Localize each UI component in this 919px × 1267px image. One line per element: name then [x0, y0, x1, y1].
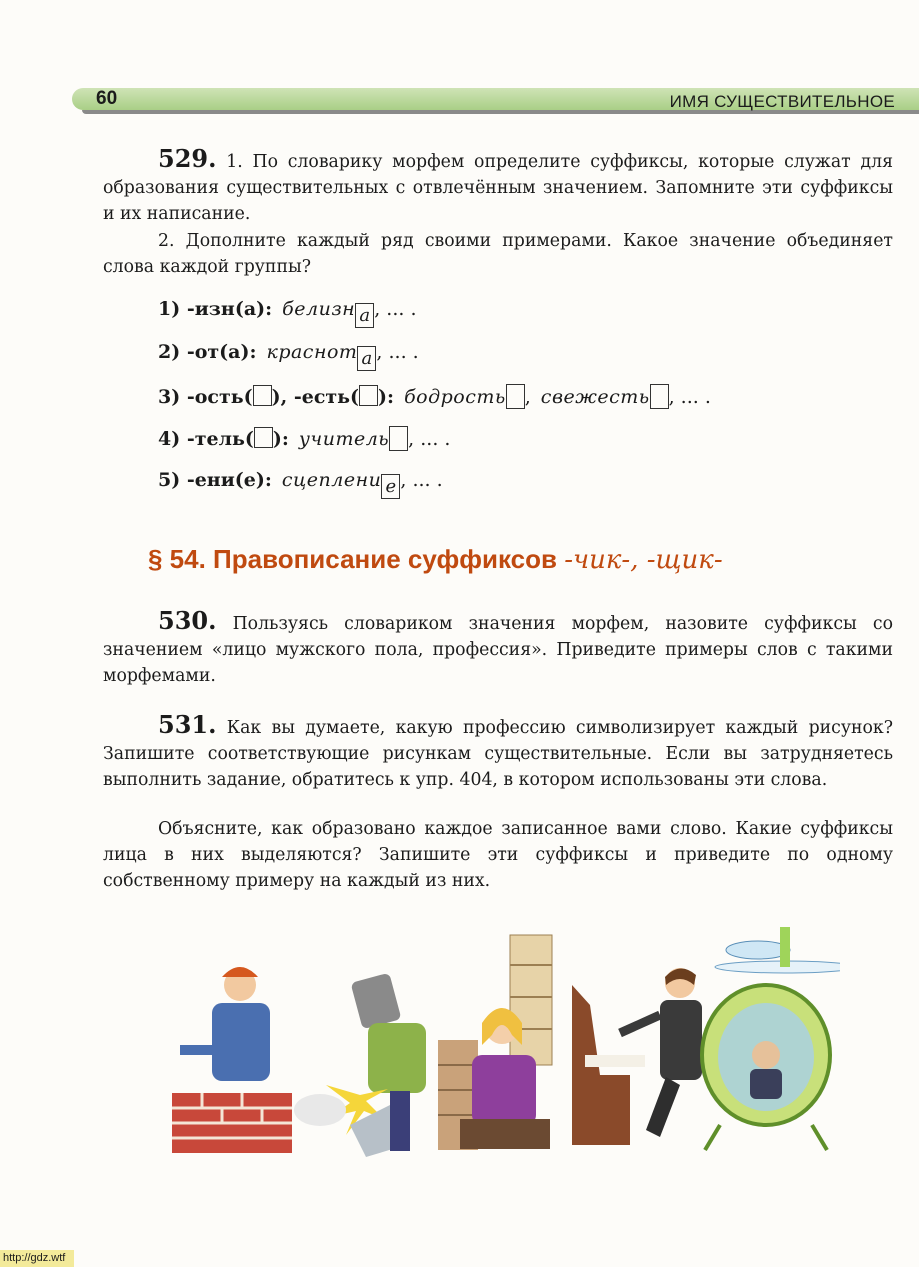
exercise-number: 530.: [158, 606, 217, 635]
helicopter-figure: [702, 927, 840, 1150]
section-suffixes: -чик-, -щик-: [564, 545, 723, 575]
source-link[interactable]: http://gdz.wtf: [0, 1250, 74, 1267]
bricklayer-figure: [172, 967, 292, 1153]
pianist-figure: [572, 968, 702, 1145]
row-tail: , ... .: [400, 469, 443, 491]
exercise-529-part2-para: [103, 228, 893, 280]
row-tail: , ... .: [376, 341, 419, 363]
exercise-529-part2: 2. Дополните каждый ряд своими примерами. Какое значение объединяет слова каждой группы?: [103, 231, 893, 277]
row-tail: , ... .: [408, 428, 451, 450]
suffix-row-1: [158, 298, 416, 328]
ending-box: а: [355, 303, 374, 328]
exercise-531-part2: Объясните, как образовано каждое записанное вами слово. Какие суффиксы лица в них выделяются? Запишите эти суффиксы и приведите по одному собственному примеру на каждый из них.: [103, 819, 893, 891]
empty-box: [253, 385, 272, 406]
librarian-figure: [438, 935, 552, 1150]
suffix-label-a: 3) -ость(: [158, 386, 253, 408]
exercise-531-part2-para: [103, 816, 893, 894]
ending-box: [506, 384, 525, 409]
exercise-529-intro: [103, 146, 893, 227]
page-number: 60: [96, 88, 118, 109]
welder-figure: [294, 973, 426, 1157]
professions-illustration: [160, 905, 840, 1165]
exercise-number: 531.: [158, 710, 217, 739]
exercise-529-part1: 1. По словарику морфем определите суффиксы, которые служат для образования существительных с отвлечённым значением. Запомните эти суффиксы и их написание.: [103, 152, 893, 224]
suffix-label: 1) -изн(а):: [158, 298, 273, 320]
suffix-label-a: 4) -тель(: [158, 428, 254, 450]
example-word: белизн: [282, 298, 356, 320]
suffix-label-b: ), -есть(: [271, 386, 360, 408]
exercise-531-intro: [103, 712, 893, 793]
exercise-530-text: Пользуясь словариком значения морфем, назовите суффиксы со значением «лицо мужского пола, профессия». Приведите примеры слов с такими морфемами.: [103, 614, 893, 686]
page-header: [72, 86, 919, 116]
suffix-row-3: [158, 384, 711, 409]
suffix-label: 2) -от(а):: [158, 341, 257, 363]
section-heading: [148, 544, 723, 575]
section-title: § 54. Правописание суффиксов: [148, 544, 565, 574]
empty-box: [359, 385, 378, 406]
example-word: сцеплени: [281, 469, 382, 491]
ending-box: [650, 384, 669, 409]
exercise-number: 529.: [158, 144, 217, 173]
suffix-label: 5) -ени(е):: [158, 469, 272, 491]
row-tail: , ... .: [374, 298, 417, 320]
exercise-530: [103, 608, 893, 689]
separator: ,: [524, 386, 531, 408]
suffix-row-2: [158, 341, 419, 371]
ending-box: [389, 426, 408, 451]
suffix-row-4: [158, 426, 450, 451]
row-tail: , ... .: [668, 386, 711, 408]
chapter-title: ИМЯ СУЩЕСТВИТЕЛЬНОЕ: [669, 92, 895, 111]
empty-box: [254, 427, 273, 448]
suffix-label-c: ):: [378, 386, 395, 408]
ending-box: е: [381, 474, 400, 499]
example-word: свежесть: [540, 386, 650, 408]
ending-box: а: [357, 346, 376, 371]
example-word: учитель: [298, 428, 390, 450]
suffix-label-b: ):: [272, 428, 289, 450]
example-word: бодрость: [404, 386, 506, 408]
suffix-row-5: [158, 469, 443, 499]
example-word: краснот: [266, 341, 358, 363]
exercise-531-part1: Как вы думаете, какую профессию символизирует каждый рисунок? Запишите соответствующие рисункам существительные. Если вы затрудняетесь выполнить задание, обратитесь к упр. 404, в котором использованы эти слова.: [103, 718, 893, 790]
